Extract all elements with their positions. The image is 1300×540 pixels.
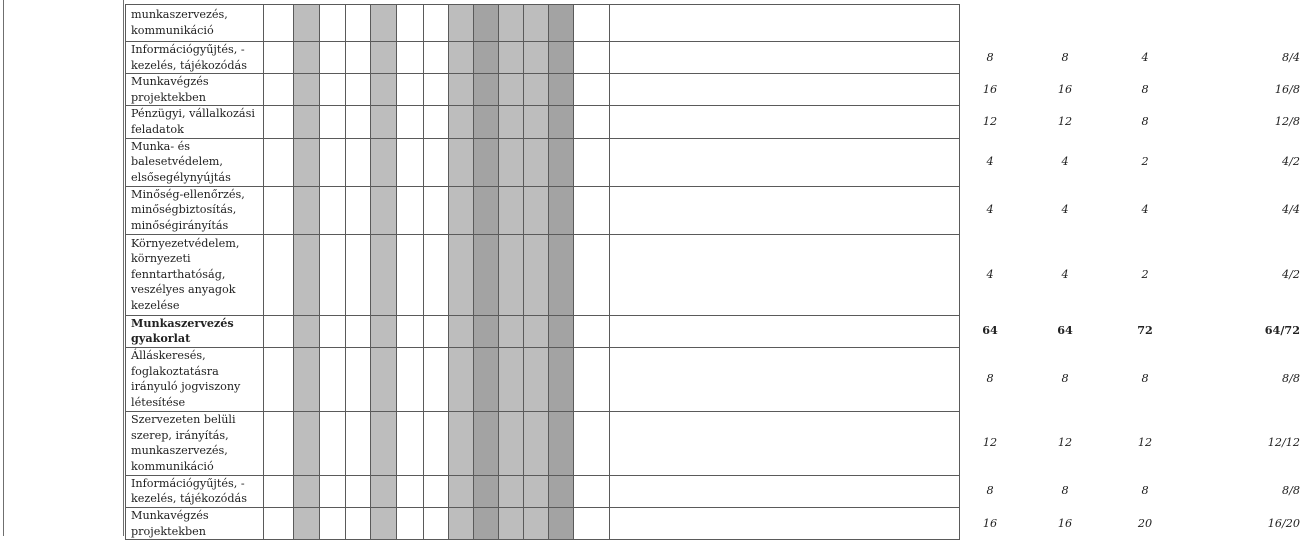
grid-cell (264, 507, 294, 539)
value-b: 4 (1061, 155, 1069, 169)
grid-cell (397, 106, 424, 138)
grid-cell (449, 42, 474, 74)
grid-cell (574, 138, 610, 186)
grid-cell (549, 186, 574, 234)
grid-cell (574, 315, 610, 347)
value-c: 8 (1141, 82, 1149, 96)
value-d: 64/72 (1264, 323, 1300, 338)
grid-cell (320, 475, 346, 507)
grid-cell (610, 74, 960, 106)
grid-cell (264, 475, 294, 507)
grid-cell (549, 5, 574, 42)
value-a: 8 (986, 484, 994, 498)
grid-cell (610, 138, 960, 186)
grid-cell (499, 5, 524, 42)
grid-cell (610, 186, 960, 234)
grid-cell (499, 74, 524, 106)
grid-cell (610, 507, 960, 539)
table-row (126, 186, 960, 234)
grid-cell (524, 347, 549, 411)
value-d: 4/2 (1281, 155, 1300, 169)
grid-cell (320, 74, 346, 106)
grid-cell (610, 5, 960, 42)
grid-cell (346, 234, 371, 315)
grid-cell (320, 507, 346, 539)
grid-cell (499, 315, 524, 347)
grid-cell (524, 138, 549, 186)
value-c: 2 (1141, 267, 1149, 281)
grid-cell (294, 106, 320, 138)
table-row (126, 411, 960, 475)
grid-cell (449, 186, 474, 234)
grid-cell (449, 234, 474, 315)
value-a: 8 (986, 372, 994, 386)
value-c: 72 (1137, 323, 1153, 338)
grid-cell (346, 347, 371, 411)
row-label: Munka- és balesetvédelem, elsősegélynyújtás (126, 138, 264, 186)
value-b: 4 (1061, 203, 1069, 217)
grid-cell (424, 411, 449, 475)
grid-cell (474, 42, 499, 74)
grid-cell (424, 106, 449, 138)
grid-cell (371, 475, 397, 507)
grid-cell (294, 347, 320, 411)
value-d: 4/4 (1281, 203, 1300, 217)
grid-cell (574, 347, 610, 411)
grid-cell (474, 234, 499, 315)
grid-cell (499, 106, 524, 138)
grid-cell (524, 42, 549, 74)
grid-cell (320, 234, 346, 315)
value-c: 12 (1137, 436, 1153, 450)
value-c: 20 (1137, 516, 1153, 530)
grid-cell (424, 42, 449, 74)
value-c: 8 (1141, 372, 1149, 386)
value-d: 16/20 (1267, 516, 1300, 530)
value-c: 8 (1141, 484, 1149, 498)
grid-cell (264, 411, 294, 475)
value-d: 8/8 (1281, 372, 1300, 386)
curriculum-table (125, 4, 1300, 540)
row-label: Információgyűjtés, -kezelés, tájékozódás (126, 42, 264, 74)
value-c: 2 (1141, 155, 1149, 169)
grid-cell (320, 186, 346, 234)
grid-cell (549, 411, 574, 475)
grid-cell (346, 42, 371, 74)
value-a: 4 (986, 267, 994, 281)
grid-cell (371, 5, 397, 42)
grid-cell (424, 347, 449, 411)
grid-cell (346, 74, 371, 106)
value-a: 12 (982, 115, 998, 129)
grid-cell (320, 347, 346, 411)
row-label: Pénzügyi, vállalkozási feladatok (126, 106, 264, 138)
grid-cell (397, 5, 424, 42)
grid-cell (499, 138, 524, 186)
grid-cell (294, 315, 320, 347)
table-row (126, 347, 960, 411)
grid-cell (294, 411, 320, 475)
grid-cell (474, 475, 499, 507)
row-label: Környezetvédelem, környezeti fenntarthatóság, veszélyes anyagok kezelése (126, 234, 264, 315)
grid-cell (346, 138, 371, 186)
grid-cell (524, 475, 549, 507)
grid-cell (549, 74, 574, 106)
grid-cell (371, 138, 397, 186)
grid-cell (499, 347, 524, 411)
grid-cell (474, 74, 499, 106)
grid-cell (371, 315, 397, 347)
table-row (126, 507, 960, 539)
grid-cell (424, 5, 449, 42)
grid-cell (320, 42, 346, 74)
grid-cell (371, 186, 397, 234)
grid-cell (294, 507, 320, 539)
table-row (126, 475, 960, 507)
grid-cell (397, 74, 424, 106)
value-a: 16 (982, 82, 998, 96)
grid-cell (610, 106, 960, 138)
grid-cell (549, 106, 574, 138)
grid-cell (294, 5, 320, 42)
value-b: 8 (1061, 50, 1069, 64)
grid-cell (610, 475, 960, 507)
grid-cell (574, 186, 610, 234)
grid-cell (264, 347, 294, 411)
value-b: 8 (1061, 484, 1069, 498)
grid-cell (449, 507, 474, 539)
grid-cell (320, 106, 346, 138)
grid-cell (524, 74, 549, 106)
row-label: Munkavégzés projektekben (126, 74, 264, 106)
value-d: 16/8 (1274, 82, 1300, 96)
grid-cell (499, 42, 524, 74)
grid-cell (346, 411, 371, 475)
grid-cell (449, 74, 474, 106)
grid-cell (549, 138, 574, 186)
grid-cell (346, 507, 371, 539)
grid-cell (424, 507, 449, 539)
grid-cell (397, 42, 424, 74)
grid-cell (371, 234, 397, 315)
grid-cell (474, 315, 499, 347)
grid-cell (610, 234, 960, 315)
grid-cell (264, 186, 294, 234)
grid-cell (397, 234, 424, 315)
grid-cell (549, 42, 574, 74)
grid-cell (524, 5, 549, 42)
grid-cell (474, 186, 499, 234)
left-margin-column (0, 0, 124, 536)
value-c: 8 (1141, 115, 1149, 129)
grid-cell (449, 5, 474, 42)
grid-cell (264, 234, 294, 315)
grid-cell (320, 411, 346, 475)
value-c: 4 (1141, 203, 1149, 217)
value-b: 8 (1061, 372, 1069, 386)
grid-cell (499, 507, 524, 539)
value-b: 4 (1061, 267, 1069, 281)
value-b: 16 (1057, 82, 1073, 96)
grid-cell (549, 475, 574, 507)
value-b: 12 (1057, 115, 1073, 129)
grid-cell (264, 106, 294, 138)
grid-cell (549, 347, 574, 411)
grid-cell (424, 74, 449, 106)
grid-cell (320, 138, 346, 186)
grid-cell (574, 411, 610, 475)
grid-cell (524, 411, 549, 475)
grid-cell (397, 507, 424, 539)
table-row (126, 315, 960, 347)
row-label: Szervezeten belüli szerep, irányítás, munkaszervezés, kommunikáció (126, 411, 264, 475)
grid-cell (574, 507, 610, 539)
grid-cell (424, 234, 449, 315)
grid-cell (449, 106, 474, 138)
grid-cell (346, 186, 371, 234)
grid-cell (294, 42, 320, 74)
value-b: 64 (1057, 323, 1073, 338)
value-a: 8 (986, 50, 994, 64)
value-a: 4 (986, 203, 994, 217)
grid-cell (371, 347, 397, 411)
value-b: 12 (1057, 436, 1073, 450)
grid-cell (264, 74, 294, 106)
grid-cell (264, 138, 294, 186)
grid-cell (574, 475, 610, 507)
grid-cell (294, 138, 320, 186)
grid-cell (397, 411, 424, 475)
grid-cell (499, 186, 524, 234)
table-row (126, 74, 960, 106)
grid-cell (371, 106, 397, 138)
grid-cell (524, 106, 549, 138)
value-d: 8/4 (1281, 50, 1300, 64)
grid-cell (474, 5, 499, 42)
row-label: Minőség-ellenőrzés, minőségbiztosítás, minőségirányítás (126, 186, 264, 234)
grid-cell (499, 234, 524, 315)
grid-cell (474, 507, 499, 539)
table-row (126, 42, 960, 74)
grid-cell (499, 475, 524, 507)
grid-cell (574, 74, 610, 106)
row-label: Munkaszervezés gyakorlat (126, 315, 264, 347)
grid-cell (371, 42, 397, 74)
grid-cell (424, 138, 449, 186)
value-c: 4 (1141, 50, 1149, 64)
grid-cell (524, 234, 549, 315)
grid-cell (549, 507, 574, 539)
grid-cell (449, 315, 474, 347)
grid-cell (424, 186, 449, 234)
grid-cell (474, 138, 499, 186)
grid-cell (610, 315, 960, 347)
grid-cell (524, 186, 549, 234)
grid-cell (346, 5, 371, 42)
grid-cell (424, 475, 449, 507)
value-a: 4 (986, 155, 994, 169)
value-a: 64 (982, 323, 998, 338)
value-a: 12 (982, 436, 998, 450)
grid-cell (294, 186, 320, 234)
grid-cell (397, 347, 424, 411)
value-d: 8/8 (1281, 484, 1300, 498)
table-row (126, 138, 960, 186)
grid-cell (610, 347, 960, 411)
grid-cell (474, 106, 499, 138)
grid-cell (397, 186, 424, 234)
grid-cell (474, 347, 499, 411)
row-label: munkaszervezés, kommunikáció (126, 5, 264, 42)
value-d: 12/12 (1267, 436, 1300, 450)
grid-cell (610, 411, 960, 475)
table-row (126, 5, 960, 42)
grid-cell (574, 106, 610, 138)
grid-cell (371, 74, 397, 106)
grid-cell (320, 315, 346, 347)
grid-cell (320, 5, 346, 42)
value-d: 4/2 (1281, 267, 1300, 281)
grid-cell (610, 42, 960, 74)
grid-cell (346, 106, 371, 138)
grid-cell (574, 234, 610, 315)
table-row (126, 234, 960, 315)
grid-cell (346, 475, 371, 507)
grid-cell (397, 315, 424, 347)
grid-cell (449, 411, 474, 475)
table-row (126, 106, 960, 138)
grid-cell (449, 138, 474, 186)
grid-cell (424, 315, 449, 347)
grid-cell (397, 475, 424, 507)
grid-cell (346, 315, 371, 347)
grid-cell (549, 234, 574, 315)
row-label: Álláskeresés, foglakoztatásra irányuló jogviszony létesítése (126, 347, 264, 411)
grid-cell (574, 5, 610, 42)
grid-cell (549, 315, 574, 347)
grid-cell (371, 507, 397, 539)
grid-cell (294, 74, 320, 106)
grid-cell (264, 5, 294, 42)
grid-cell (474, 411, 499, 475)
grid-cell (397, 138, 424, 186)
grid-cell (264, 42, 294, 74)
value-d: 12/8 (1274, 115, 1300, 129)
value-b: 16 (1057, 516, 1073, 530)
grid-cell (294, 475, 320, 507)
row-label: Információgyűjtés, -kezelés, tájékozódás (126, 475, 264, 507)
grid-cell (524, 507, 549, 539)
grid-cell (574, 42, 610, 74)
grid-cell (294, 234, 320, 315)
value-a: 16 (982, 516, 998, 530)
grid-cell (449, 475, 474, 507)
grid-cell (371, 411, 397, 475)
grid-cell (449, 347, 474, 411)
left-margin-rule (3, 0, 4, 536)
grid-cell (524, 315, 549, 347)
grid-cell (499, 411, 524, 475)
row-label: Munkavégzés projektekben (126, 507, 264, 539)
grid-cell (264, 315, 294, 347)
